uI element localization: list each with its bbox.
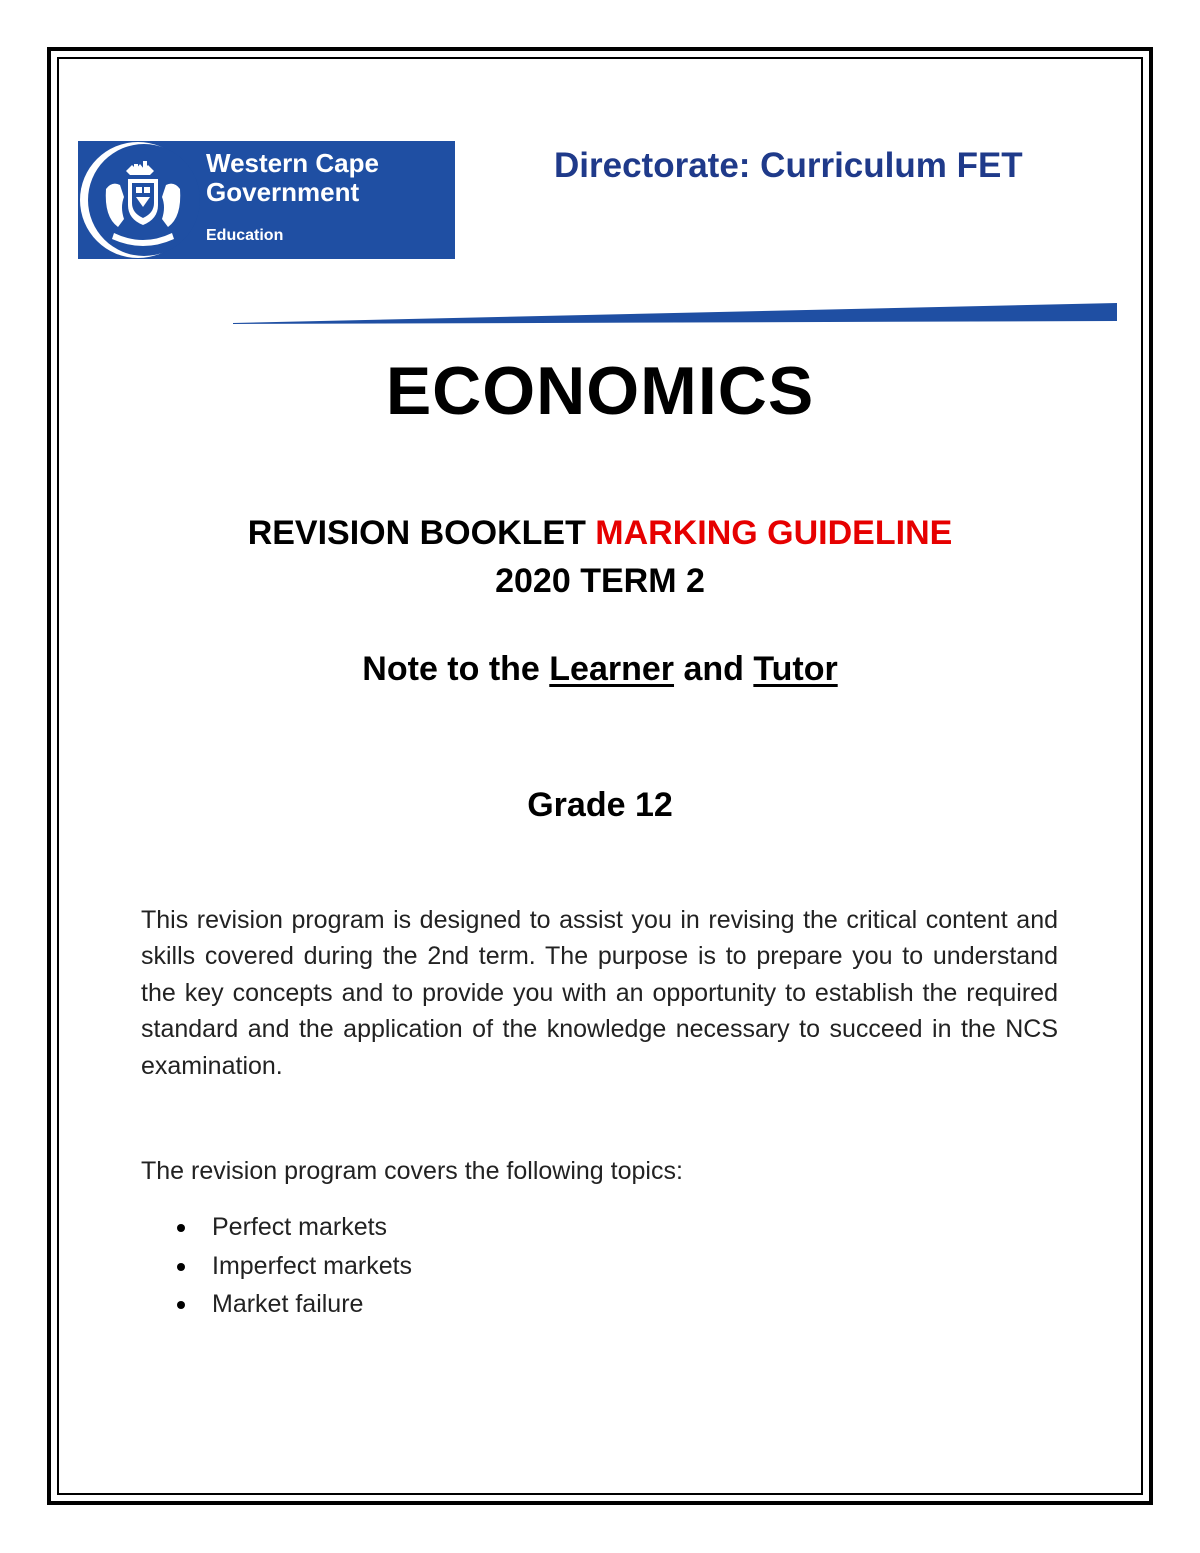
grade-heading: Grade 12 [527,786,673,824]
note-heading [0,650,1200,689]
topic-label: Market failure [212,1290,364,1318]
bullet-icon [177,1263,185,1271]
topic-label: Perfect markets [212,1213,388,1241]
logo-line1: Western Cape [206,148,379,178]
list-item [141,1285,412,1324]
subtitle-term: 2020 TERM 2 [495,562,705,600]
note-tutor: Tutor [753,650,838,688]
note-mid: and [674,650,754,688]
list-item [141,1247,412,1286]
western-cape-government-logo [78,141,455,259]
coat-of-arms-icon [78,141,203,259]
bullet-icon [177,1224,185,1232]
topic-label: Imperfect markets [212,1251,413,1280]
note-prefix: Note to the [362,650,550,688]
note-learner: Learner [549,650,675,688]
subtitle-marking-guideline: MARKING GUIDELINE [595,514,953,552]
header-rule [233,303,1119,325]
subtitle-line [0,514,1200,553]
logo-government-name [206,149,379,207]
logo-department: Education [206,227,284,244]
intro-paragraph: This revision program is designed to assist you in revising the critical content and skills covered during the 2nd term. The purpose is to prepare you to understand the key concepts and to provide you with an opportunity to establish the required standard and the application of the knowledge necessary to succeed in the NCS examination. [141,906,1058,1080]
subtitle-revision-booklet: REVISION BOOKLET [247,514,596,552]
topics-list [141,1208,412,1324]
document-title: ECONOMICS [385,353,815,429]
topics-intro: The revision program covers the following topics: [141,1157,683,1185]
logo-line2: Government [206,177,360,207]
list-item [141,1208,412,1247]
bullet-icon [177,1301,185,1309]
directorate-heading: Directorate: Curriculum FET [554,146,1023,185]
